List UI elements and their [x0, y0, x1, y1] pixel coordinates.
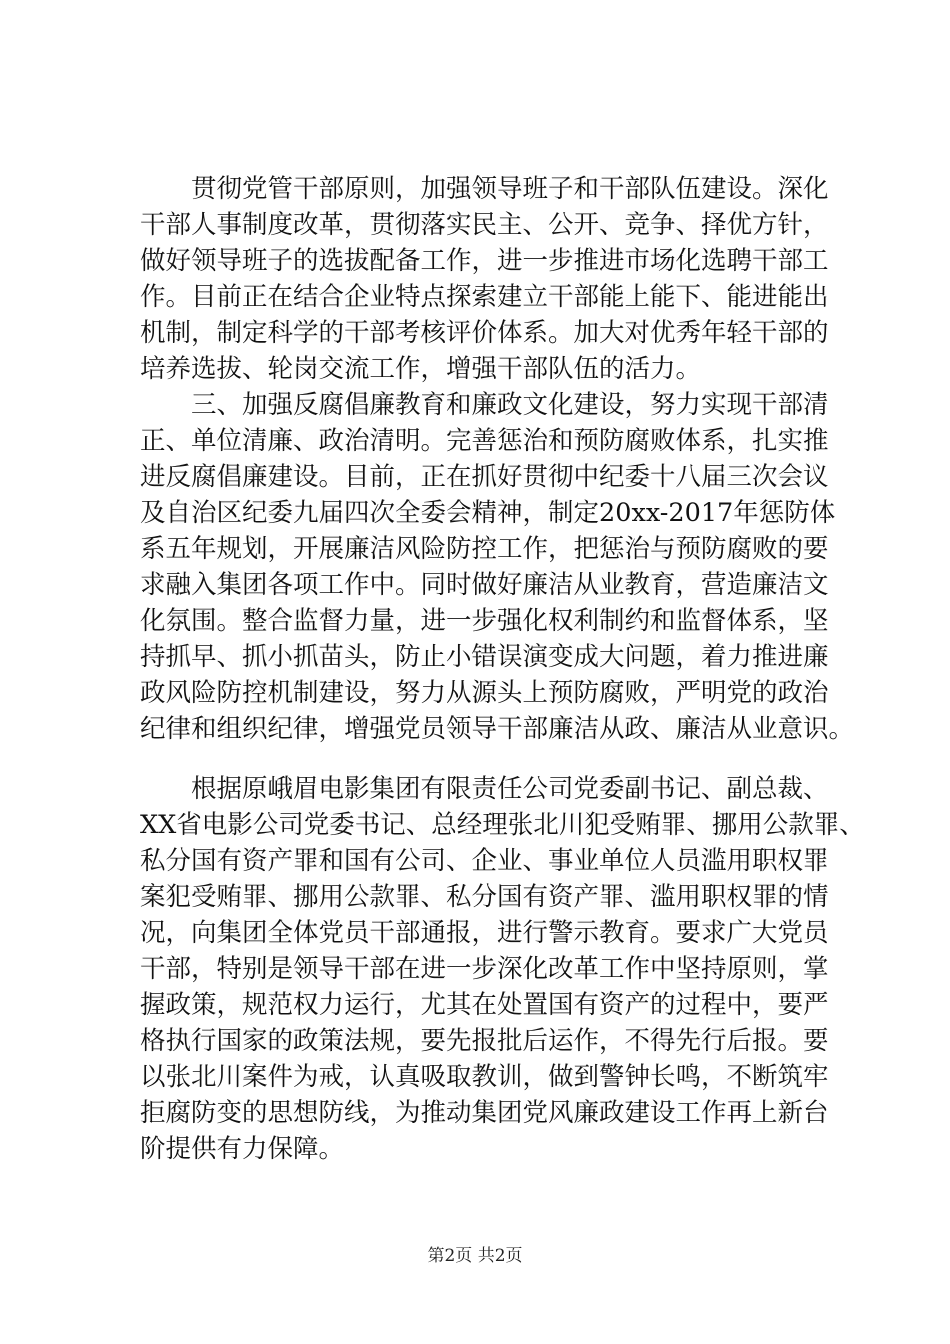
paragraph-line: 阶提供有力保障。 — [140, 1134, 345, 1164]
paragraph-line: 贯彻党管干部原则，加强领导班子和干部队伍建设。深化 — [140, 174, 829, 204]
paragraph-line: 进反腐倡廉建设。目前，正在抓好贯彻中纪委十八届三次会议 — [140, 462, 829, 492]
page-footer: 第2页 共2页 — [427, 1246, 523, 1266]
paragraph-line: 系五年规划，开展廉洁风险防控工作，把惩治与预防腐败的要 — [140, 534, 829, 564]
paragraph-line: XX省电影公司党委书记、总经理张北川犯受贿罪、挪用公款罪、 — [140, 810, 865, 840]
paragraph-line: 三、加强反腐倡廉教育和廉政文化建设，努力实现干部清 — [140, 390, 829, 420]
paragraph-line: 根据原峨眉电影集团有限责任公司党委副书记、副总裁、 — [140, 774, 829, 804]
paragraph-line: 做好领导班子的选拔配备工作，进一步推进市场化选聘干部工 — [140, 246, 829, 276]
paragraph-line: 机制，制定科学的干部考核评价体系。加大对优秀年轻干部的 — [140, 318, 829, 348]
paragraph-line: 干部人事制度改革，贯彻落实民主、公开、竞争、择优方针， — [140, 210, 829, 240]
paragraph-line: 案犯受贿罪、挪用公款罪、私分国有资产罪、滥用职权罪的情 — [140, 882, 829, 912]
paragraph-line: 正、单位清廉、政治清明。完善惩治和预防腐败体系，扎实推 — [140, 426, 829, 456]
paragraph-line: 作。目前正在结合企业特点探索建立干部能上能下、能进能出 — [140, 282, 829, 312]
paragraph-line: 私分国有资产罪和国有公司、企业、事业单位人员滥用职权罪 — [140, 846, 829, 876]
paragraph-line: 政风险防控机制建设，努力从源头上预防腐败，严明党的政治 — [140, 678, 829, 708]
paragraph-line: 培养选拔、轮岗交流工作，增强干部队伍的活力。 — [140, 354, 702, 384]
paragraph-line: 干部，特别是领导干部在进一步深化改革工作中坚持原则，掌 — [140, 954, 829, 984]
paragraph-line: 持抓早、抓小抓苗头，防止小错误演变成大问题，着力推进廉 — [140, 642, 829, 672]
paragraph-line: 及自治区纪委九届四次全委会精神，制定20xx-2017年惩防体 — [140, 498, 836, 528]
paragraph-line: 求融入集团各项工作中。同时做好廉洁从业教育，营造廉洁文 — [140, 570, 829, 600]
paragraph-line: 化氛围。整合监督力量，进一步强化权利制约和监督体系，坚 — [140, 606, 829, 636]
paragraph-line: 况，向集团全体党员干部通报，进行警示教育。要求广大党员 — [140, 918, 829, 948]
paragraph-line: 格执行国家的政策法规，要先报批后运作，不得先行后报。要 — [140, 1026, 829, 1056]
paragraph-line: 拒腐防变的思想防线，为推动集团党风廉政建设工作再上新台 — [140, 1098, 829, 1128]
paragraph-line: 以张北川案件为戒，认真吸取教训，做到警钟长鸣，不断筑牢 — [140, 1062, 829, 1092]
paragraph-line: 纪律和组织纪律，增强党员领导干部廉洁从政、廉洁从业意识。 — [140, 714, 855, 744]
paragraph-line: 握政策，规范权力运行，尤其在处置国有资产的过程中，要严 — [140, 990, 829, 1020]
